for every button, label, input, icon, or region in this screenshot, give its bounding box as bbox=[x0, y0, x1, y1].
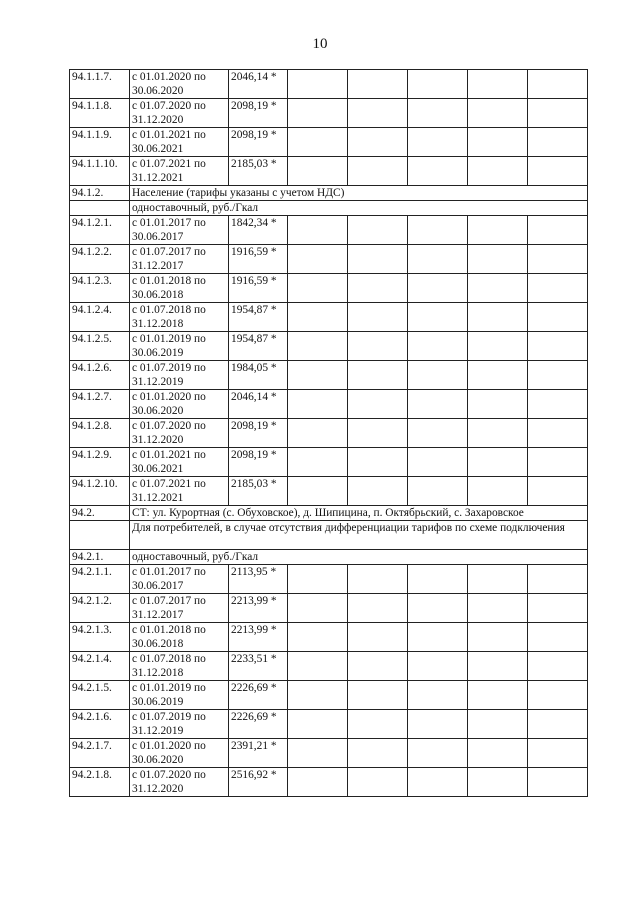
table-row bbox=[70, 477, 588, 506]
empty-cell bbox=[468, 681, 528, 710]
empty-cell bbox=[528, 70, 588, 99]
empty-cell bbox=[408, 361, 468, 390]
empty-cell bbox=[408, 70, 468, 99]
row-code: 94.1.2.6. bbox=[70, 361, 130, 390]
empty-cell bbox=[528, 768, 588, 797]
empty-cell bbox=[348, 652, 408, 681]
row-code: 94.1.1.7. bbox=[70, 70, 130, 99]
empty-cell bbox=[408, 477, 468, 506]
row-tariff-value: 2233,51 * bbox=[229, 652, 288, 681]
empty-cell bbox=[408, 652, 468, 681]
table-row bbox=[70, 201, 588, 216]
empty-cell bbox=[348, 390, 408, 419]
row-code: 94.1.2.5. bbox=[70, 332, 130, 361]
empty-cell bbox=[348, 477, 408, 506]
row-code: 94.1.2.1. bbox=[70, 216, 130, 245]
row-code: 94.2.1.3. bbox=[70, 623, 130, 652]
tariff-table bbox=[69, 69, 588, 797]
empty-cell bbox=[288, 361, 348, 390]
row-code bbox=[70, 201, 130, 216]
table-row bbox=[70, 245, 588, 274]
empty-cell bbox=[528, 477, 588, 506]
row-period: с 01.07.2017 по 31.12.2017 bbox=[130, 594, 229, 623]
empty-cell bbox=[288, 157, 348, 186]
table-row bbox=[70, 274, 588, 303]
row-code: 94.2.1. bbox=[70, 550, 130, 565]
row-period: с 01.01.2018 по 30.06.2018 bbox=[130, 623, 229, 652]
empty-cell bbox=[468, 128, 528, 157]
empty-cell bbox=[288, 274, 348, 303]
table-row bbox=[70, 70, 588, 99]
empty-cell bbox=[468, 245, 528, 274]
row-tariff-value: 2391,21 * bbox=[229, 739, 288, 768]
row-tariff-value: 2185,03 * bbox=[229, 157, 288, 186]
table-row bbox=[70, 448, 588, 477]
row-period: с 01.01.2019 по 30.06.2019 bbox=[130, 681, 229, 710]
empty-cell bbox=[408, 448, 468, 477]
empty-cell bbox=[348, 710, 408, 739]
empty-cell bbox=[468, 623, 528, 652]
row-tariff-value: 2046,14 * bbox=[229, 390, 288, 419]
empty-cell bbox=[288, 594, 348, 623]
table-row bbox=[70, 419, 588, 448]
empty-cell bbox=[528, 303, 588, 332]
empty-cell bbox=[288, 390, 348, 419]
row-tariff-value: 2213,99 * bbox=[229, 623, 288, 652]
empty-cell bbox=[288, 448, 348, 477]
empty-cell bbox=[468, 710, 528, 739]
row-period: с 01.07.2020 по 31.12.2020 bbox=[130, 768, 229, 797]
row-code: 94.1.2.4. bbox=[70, 303, 130, 332]
empty-cell bbox=[348, 70, 408, 99]
row-code: 94.2.1.4. bbox=[70, 652, 130, 681]
row-period: с 01.01.2018 по 30.06.2018 bbox=[130, 274, 229, 303]
empty-cell bbox=[348, 419, 408, 448]
row-tariff-value: 2098,19 * bbox=[229, 99, 288, 128]
empty-cell bbox=[408, 390, 468, 419]
empty-cell bbox=[468, 390, 528, 419]
empty-cell bbox=[468, 739, 528, 768]
empty-cell bbox=[528, 565, 588, 594]
empty-cell bbox=[528, 681, 588, 710]
empty-cell bbox=[348, 681, 408, 710]
empty-cell bbox=[528, 332, 588, 361]
empty-cell bbox=[528, 419, 588, 448]
row-tariff-value: 2046,14 * bbox=[229, 70, 288, 99]
empty-cell bbox=[528, 390, 588, 419]
empty-cell bbox=[348, 303, 408, 332]
page-number: 10 bbox=[312, 36, 328, 52]
row-period: с 01.01.2020 по 30.06.2020 bbox=[130, 739, 229, 768]
row-tariff-value: 2098,19 * bbox=[229, 448, 288, 477]
empty-cell bbox=[348, 274, 408, 303]
empty-cell bbox=[408, 99, 468, 128]
table-row bbox=[70, 390, 588, 419]
empty-cell bbox=[528, 99, 588, 128]
table-row bbox=[70, 623, 588, 652]
row-tariff-value: 1916,59 * bbox=[229, 245, 288, 274]
empty-cell bbox=[408, 216, 468, 245]
empty-cell bbox=[348, 157, 408, 186]
empty-cell bbox=[348, 448, 408, 477]
empty-cell bbox=[528, 623, 588, 652]
empty-cell bbox=[288, 332, 348, 361]
empty-cell bbox=[288, 99, 348, 128]
row-tariff-value: 1954,87 * bbox=[229, 332, 288, 361]
table-row bbox=[70, 506, 588, 521]
empty-cell bbox=[348, 768, 408, 797]
row-section-text: одноставочный, руб./Гкал bbox=[130, 550, 588, 565]
row-code: 94.2.1.6. bbox=[70, 710, 130, 739]
row-code: 94.1.2.3. bbox=[70, 274, 130, 303]
empty-cell bbox=[288, 216, 348, 245]
row-tariff-value: 2213,99 * bbox=[229, 594, 288, 623]
row-tariff-value: 1916,59 * bbox=[229, 274, 288, 303]
row-code: 94.2.1.5. bbox=[70, 681, 130, 710]
row-section-text: Население (тарифы указаны с учетом НДС) bbox=[130, 186, 588, 201]
row-period: с 01.07.2017 по 31.12.2017 bbox=[130, 245, 229, 274]
table-row bbox=[70, 550, 588, 565]
tariff-table-body bbox=[70, 70, 588, 797]
table-row bbox=[70, 186, 588, 201]
row-period: с 01.07.2018 по 31.12.2018 bbox=[130, 652, 229, 681]
empty-cell bbox=[468, 303, 528, 332]
empty-cell bbox=[348, 99, 408, 128]
row-period: с 01.07.2019 по 31.12.2019 bbox=[130, 361, 229, 390]
row-code: 94.1.1.8. bbox=[70, 99, 130, 128]
row-code bbox=[70, 521, 130, 550]
empty-cell bbox=[348, 245, 408, 274]
empty-cell bbox=[408, 128, 468, 157]
table-row bbox=[70, 99, 588, 128]
row-tariff-value: 2516,92 * bbox=[229, 768, 288, 797]
empty-cell bbox=[408, 739, 468, 768]
row-tariff-value: 1842,34 * bbox=[229, 216, 288, 245]
row-code: 94.2.1.8. bbox=[70, 768, 130, 797]
row-code: 94.2.1.7. bbox=[70, 739, 130, 768]
empty-cell bbox=[288, 419, 348, 448]
row-tariff-value: 2185,03 * bbox=[229, 477, 288, 506]
table-row bbox=[70, 710, 588, 739]
empty-cell bbox=[528, 157, 588, 186]
empty-cell bbox=[408, 274, 468, 303]
empty-cell bbox=[288, 128, 348, 157]
empty-cell bbox=[468, 361, 528, 390]
empty-cell bbox=[288, 565, 348, 594]
table-row bbox=[70, 303, 588, 332]
table-row bbox=[70, 565, 588, 594]
empty-cell bbox=[348, 594, 408, 623]
row-code: 94.1.2.7. bbox=[70, 390, 130, 419]
empty-cell bbox=[528, 594, 588, 623]
empty-cell bbox=[348, 565, 408, 594]
row-period: с 01.01.2019 по 30.06.2019 bbox=[130, 332, 229, 361]
row-code: 94.1.2.9. bbox=[70, 448, 130, 477]
empty-cell bbox=[408, 303, 468, 332]
row-period: с 01.07.2019 по 31.12.2019 bbox=[130, 710, 229, 739]
table-row bbox=[70, 739, 588, 768]
empty-cell bbox=[288, 710, 348, 739]
row-tariff-value: 2098,19 * bbox=[229, 128, 288, 157]
empty-cell bbox=[528, 128, 588, 157]
empty-cell bbox=[468, 216, 528, 245]
table-row bbox=[70, 768, 588, 797]
row-code: 94.1.2.2. bbox=[70, 245, 130, 274]
row-section-text: одноставочный, руб./Гкал bbox=[130, 201, 588, 216]
row-code: 94.2. bbox=[70, 506, 130, 521]
empty-cell bbox=[468, 652, 528, 681]
empty-cell bbox=[528, 739, 588, 768]
empty-cell bbox=[468, 70, 528, 99]
row-period: с 01.01.2021 по 30.06.2021 bbox=[130, 128, 229, 157]
empty-cell bbox=[408, 768, 468, 797]
empty-cell bbox=[408, 623, 468, 652]
empty-cell bbox=[528, 710, 588, 739]
row-section-text: СТ: ул. Курортная (с. Обуховское), д. Шипицина, п. Октябрьский, с. Захаровское bbox=[130, 506, 588, 521]
empty-cell bbox=[528, 216, 588, 245]
table-row bbox=[70, 332, 588, 361]
empty-cell bbox=[348, 128, 408, 157]
empty-cell bbox=[288, 303, 348, 332]
empty-cell bbox=[468, 99, 528, 128]
empty-cell bbox=[468, 565, 528, 594]
empty-cell bbox=[288, 70, 348, 99]
table-row bbox=[70, 216, 588, 245]
row-period: с 01.01.2021 по 30.06.2021 bbox=[130, 448, 229, 477]
row-period: с 01.07.2021 по 31.12.2021 bbox=[130, 477, 229, 506]
row-tariff-value: 2098,19 * bbox=[229, 419, 288, 448]
empty-cell bbox=[408, 681, 468, 710]
row-code: 94.1.1.9. bbox=[70, 128, 130, 157]
empty-cell bbox=[528, 274, 588, 303]
empty-cell bbox=[468, 419, 528, 448]
row-code: 94.2.1.2. bbox=[70, 594, 130, 623]
empty-cell bbox=[288, 652, 348, 681]
table-row bbox=[70, 521, 588, 550]
row-period: с 01.07.2021 по 31.12.2021 bbox=[130, 157, 229, 186]
empty-cell bbox=[288, 477, 348, 506]
empty-cell bbox=[468, 477, 528, 506]
empty-cell bbox=[528, 361, 588, 390]
row-period: с 01.01.2017 по 30.06.2017 bbox=[130, 565, 229, 594]
table-row bbox=[70, 157, 588, 186]
empty-cell bbox=[348, 216, 408, 245]
row-period: с 01.07.2020 по 31.12.2020 bbox=[130, 99, 229, 128]
empty-cell bbox=[468, 274, 528, 303]
row-period: с 01.07.2020 по 31.12.2020 bbox=[130, 419, 229, 448]
empty-cell bbox=[288, 768, 348, 797]
empty-cell bbox=[528, 652, 588, 681]
row-code: 94.1.2.8. bbox=[70, 419, 130, 448]
empty-cell bbox=[288, 739, 348, 768]
empty-cell bbox=[468, 448, 528, 477]
empty-cell bbox=[348, 739, 408, 768]
table-row bbox=[70, 681, 588, 710]
table-row bbox=[70, 361, 588, 390]
empty-cell bbox=[528, 245, 588, 274]
row-tariff-value: 2226,69 * bbox=[229, 710, 288, 739]
row-tariff-value: 1984,05 * bbox=[229, 361, 288, 390]
empty-cell bbox=[348, 332, 408, 361]
empty-cell bbox=[408, 419, 468, 448]
row-section-text: Для потребителей, в случае отсутствия дифференциации тарифов по схеме подключения bbox=[130, 521, 588, 550]
row-code: 94.1.1.10. bbox=[70, 157, 130, 186]
table-row bbox=[70, 652, 588, 681]
empty-cell bbox=[468, 768, 528, 797]
empty-cell bbox=[408, 565, 468, 594]
empty-cell bbox=[408, 157, 468, 186]
row-period: с 01.01.2020 по 30.06.2020 bbox=[130, 390, 229, 419]
empty-cell bbox=[408, 332, 468, 361]
row-code: 94.1.2. bbox=[70, 186, 130, 201]
row-period: с 01.01.2017 по 30.06.2017 bbox=[130, 216, 229, 245]
row-period: с 01.01.2020 по 30.06.2020 bbox=[130, 70, 229, 99]
empty-cell bbox=[288, 623, 348, 652]
empty-cell bbox=[468, 332, 528, 361]
empty-cell bbox=[408, 710, 468, 739]
empty-cell bbox=[288, 681, 348, 710]
row-tariff-value: 2226,69 * bbox=[229, 681, 288, 710]
table-row bbox=[70, 594, 588, 623]
empty-cell bbox=[468, 157, 528, 186]
empty-cell bbox=[468, 594, 528, 623]
row-code: 94.1.2.10. bbox=[70, 477, 130, 506]
empty-cell bbox=[408, 594, 468, 623]
table-row bbox=[70, 128, 588, 157]
row-tariff-value: 2113,95 * bbox=[229, 565, 288, 594]
empty-cell bbox=[348, 361, 408, 390]
empty-cell bbox=[348, 623, 408, 652]
empty-cell bbox=[528, 448, 588, 477]
empty-cell bbox=[408, 245, 468, 274]
row-tariff-value: 1954,87 * bbox=[229, 303, 288, 332]
row-code: 94.2.1.1. bbox=[70, 565, 130, 594]
row-period: с 01.07.2018 по 31.12.2018 bbox=[130, 303, 229, 332]
empty-cell bbox=[288, 245, 348, 274]
